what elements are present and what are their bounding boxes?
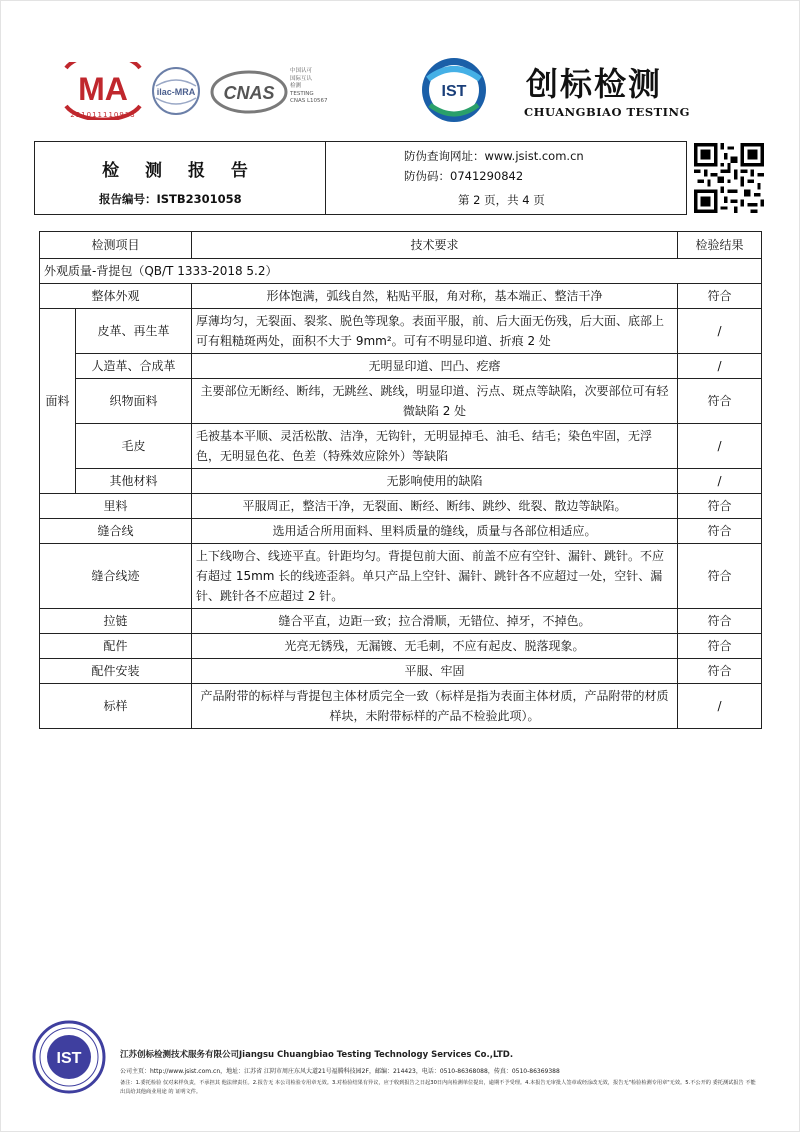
row-result: /	[678, 354, 762, 379]
table-row	[40, 659, 762, 684]
table-row	[40, 379, 762, 424]
row-requirement: 缝合平直，边距一致；拉合滑顺，无错位、掉牙，不掉色。	[192, 609, 678, 634]
table-row	[40, 519, 762, 544]
footer-contact: 公司主页：http://www.jsist.com.cn，地址：江苏省 江阴市周庄东风大道21号福腾科技园2F，邮编：214423，电话：0510-86368088，传真：0510-86369388	[120, 1068, 560, 1075]
verify-url: 防伪查询网址：www.jsist.com.cn	[404, 149, 584, 163]
brand-logo	[418, 55, 708, 125]
row-item: 标样	[40, 684, 192, 729]
header-result: 检验结果	[678, 232, 762, 259]
row-result: /	[678, 684, 762, 729]
row-result: 符合	[678, 634, 762, 659]
ist-badge-text: IST	[441, 83, 467, 100]
footer-company: 江苏创标检测技术服务有限公司Jiangsu Chuangbiao Testing Technology Services Co.,LTD.	[120, 1050, 514, 1060]
report-title-cell	[35, 142, 326, 214]
footer-notes: 备注：1.委托检验 仅对来样负责，不承担其 他法律责任。2.报告无 本公司检验专用章无效。3.对检验结果有异议，应于收到报告之日起30日内向检测单位提出，逾期不予受理。4.本报告无审批人签章或经涂改无效，报告无"检验检测专用章"无效。5.不公开的 委托测试报告 不能出具给其他商业用途 的 证明文件。	[120, 1080, 756, 1095]
row-result: /	[678, 469, 762, 494]
table-header-row	[40, 232, 762, 259]
anti-fake-code: 防伪码：0741290842	[404, 169, 524, 183]
brand-name-en: CHUANGBIAO TESTING	[524, 105, 690, 119]
row-requirement: 无影响使用的缺陷	[192, 469, 678, 494]
row-item: 缝合线	[40, 519, 192, 544]
row-result: 符合	[678, 659, 762, 684]
certification-logos	[60, 62, 380, 122]
row-result: /	[678, 309, 762, 354]
table-row	[40, 284, 762, 309]
cma-number: 231011110913	[70, 111, 136, 119]
row-item: 里料	[40, 494, 192, 519]
table-row	[40, 469, 762, 494]
row-result: 符合	[678, 494, 762, 519]
row-requirement: 平服周正，整洁干净，无裂面、断经、断纬、跳纱、纰裂、散边等缺陷。	[192, 494, 678, 519]
row-requirement: 厚薄均匀，无裂面、裂浆、脱色等现象。表面平服，前、后大面无伤残，后大面、底部上可有粗糙斑两处，面积不大于 9mm²。可有不明显印道、折痕 2 处	[192, 309, 678, 354]
ilac-text: ilac-MRA	[156, 87, 196, 97]
ist-badge-icon	[418, 55, 490, 125]
row-requirement: 平服、牢固	[192, 659, 678, 684]
table-row	[40, 424, 762, 469]
row-result: 符合	[678, 544, 762, 609]
row-item: 整体外观	[40, 284, 192, 309]
seal-text: IST	[56, 1050, 82, 1067]
cnas-info: 中国认可 国际互认 检测 TESTING CNAS L10567	[290, 68, 328, 104]
row-result: 符合	[678, 519, 762, 544]
row-item: 拉链	[40, 609, 192, 634]
row-requirement: 主要部位无断经、断纬，无跳丝、跳线，明显印道、污点、斑点等缺陷，次要部位可有轻微缺陷 2 处	[192, 379, 678, 424]
ilac-mra-logo	[150, 66, 202, 116]
row-requirement: 上下线吻合、线迹平直。针距均匀。背提包前大面、前盖不应有空针、漏针、跳针。不应有超过 15mm 长的线迹歪斜。单只产品上空针、漏针、跳针各不应超过一处，空针、漏针、跳针各不应超过 2 针。	[192, 544, 678, 609]
header-item: 检测项目	[40, 232, 192, 259]
qr-code-icon[interactable]	[693, 143, 765, 213]
row-item: 织物面料	[76, 379, 192, 424]
row-item: 皮革、再生革	[76, 309, 192, 354]
row-requirement: 选用适合所用面料、里料质量的缝线，质量与各部位相适应。	[192, 519, 678, 544]
row-item: 毛皮	[76, 424, 192, 469]
row-requirement: 无明显印道、凹凸、疙瘩	[192, 354, 678, 379]
row-item: 配件	[40, 634, 192, 659]
verify-url-link[interactable]: www.jsist.com.cn	[484, 149, 584, 163]
row-result: 符合	[678, 379, 762, 424]
row-group: 面料	[40, 309, 76, 494]
row-requirement: 产品附带的标样与背提包主体材质完全一致（标样是指为表面主体材质，产品附带的材质样块，未附带标样的产品不检验此项）。	[192, 684, 678, 729]
section-row	[40, 259, 762, 284]
header-requirement: 技术要求	[192, 232, 678, 259]
company-seal-icon	[32, 1020, 106, 1094]
report-info-box	[34, 141, 687, 215]
page-info: 第 2 页，共 4 页	[458, 193, 545, 207]
row-item: 其他材料	[76, 469, 192, 494]
row-requirement: 形体饱满，弧线自然，粘贴平服，角对称，基本端正、整洁干净	[192, 284, 678, 309]
row-requirement: 毛被基本平顺、灵活松散、洁净，无钩针，无明显掉毛、油毛、结毛；染色牢固，无浮色，无明显色花、色差（特殊效应除外）等缺陷	[192, 424, 678, 469]
cma-text: MA	[78, 71, 128, 107]
report-title: 检 测 报 告	[102, 161, 258, 181]
table-row	[40, 684, 762, 729]
inspection-table	[39, 231, 762, 729]
row-item: 人造革、合成革	[76, 354, 192, 379]
footer	[120, 1048, 760, 1097]
row-item: 配件安装	[40, 659, 192, 684]
table-row	[40, 309, 762, 354]
table-row	[40, 494, 762, 519]
row-requirement: 光亮无锈残，无漏镀、无毛刺，不应有起皮、脱落现象。	[192, 634, 678, 659]
section-title: 外观质量-背提包（QB/T 1333-2018 5.2）	[40, 259, 762, 284]
table-row	[40, 354, 762, 379]
table-row	[40, 609, 762, 634]
row-item: 缝合线迹	[40, 544, 192, 609]
row-result: /	[678, 424, 762, 469]
table-row	[40, 544, 762, 609]
row-result: 符合	[678, 284, 762, 309]
table-row	[40, 634, 762, 659]
report-number: 报告编号：ISTB2301058	[99, 192, 242, 206]
row-result: 符合	[678, 609, 762, 634]
cnas-text: CNAS	[223, 83, 275, 103]
verification-cell	[326, 142, 686, 214]
brand-name-cn: 创标检测	[526, 65, 663, 103]
cnas-logo	[210, 70, 288, 114]
